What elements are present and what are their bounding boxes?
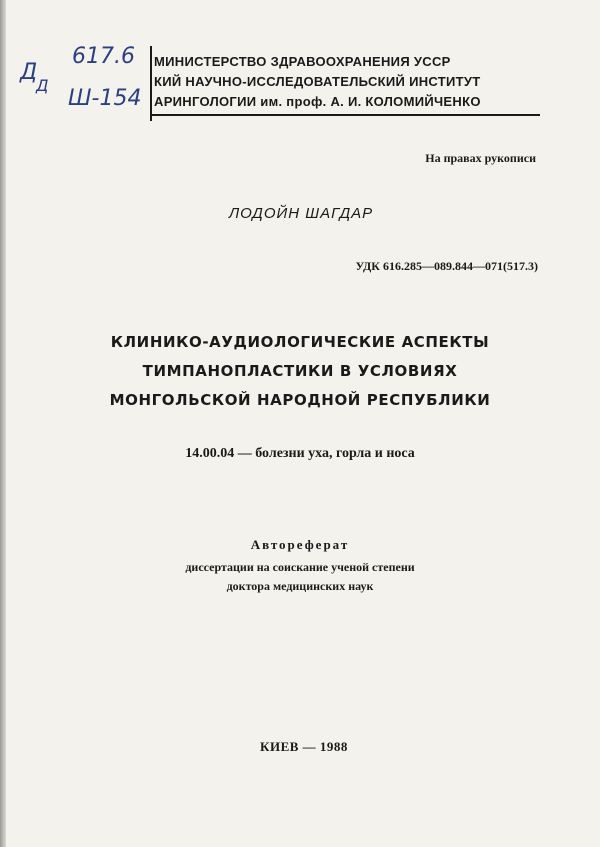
document-title — [0, 328, 600, 415]
title-line-1: КЛИНИКО-АУДИОЛОГИЧЕСКИЕ АСПЕКТЫ — [110, 333, 490, 351]
degree-description-line-1: диссертации на соискание ученой степени — [185, 560, 415, 574]
title-line-2: ТИМПАНОПЛАСТИКИ В УСЛОВИЯХ — [142, 362, 458, 380]
shelf-mark-prefix-sub: Д — [36, 76, 49, 95]
manuscript-rights-note: На правах рукописи — [425, 151, 536, 165]
scan-edge — [0, 0, 6, 847]
city-year: КИЕВ — 1988 — [260, 739, 348, 754]
degree-description — [0, 558, 600, 596]
shelf-mark-code-top: 617.6 — [72, 44, 135, 69]
specialty-code: 14.00.04 — болезни уха, горла и носа — [185, 446, 415, 461]
udc-code: УДК 616.285—089.844—071(517.3) — [355, 259, 538, 273]
header-ministry: МИНИСТЕРСТВО ЗДРАВООХРАНЕНИЯ УССР — [154, 54, 451, 69]
header-institute: КИЙ НАУЧНО-ИССЛЕДОВАТЕЛЬСКИЙ ИНСТИТУТ — [154, 74, 481, 89]
shelf-mark-prefix: Д — [20, 60, 38, 85]
header-horizontal-rule — [152, 114, 540, 116]
document-genre: Автореферат — [250, 537, 350, 552]
shelf-mark-code-bottom: Ш-154 — [68, 86, 142, 111]
header-vertical-rule — [150, 46, 152, 121]
title-line-3: МОНГОЛЬСКОЙ НАРОДНОЙ РЕСПУБЛИКИ — [109, 391, 491, 409]
degree-description-line-2: доктора медицинских наук — [226, 579, 374, 593]
author-name: ЛОДОЙН ШАГДАР — [228, 205, 374, 222]
header-institute-name: АРИНГОЛОГИИ им. проф. А. И. КОЛОМИЙЧЕНКО — [154, 94, 481, 109]
